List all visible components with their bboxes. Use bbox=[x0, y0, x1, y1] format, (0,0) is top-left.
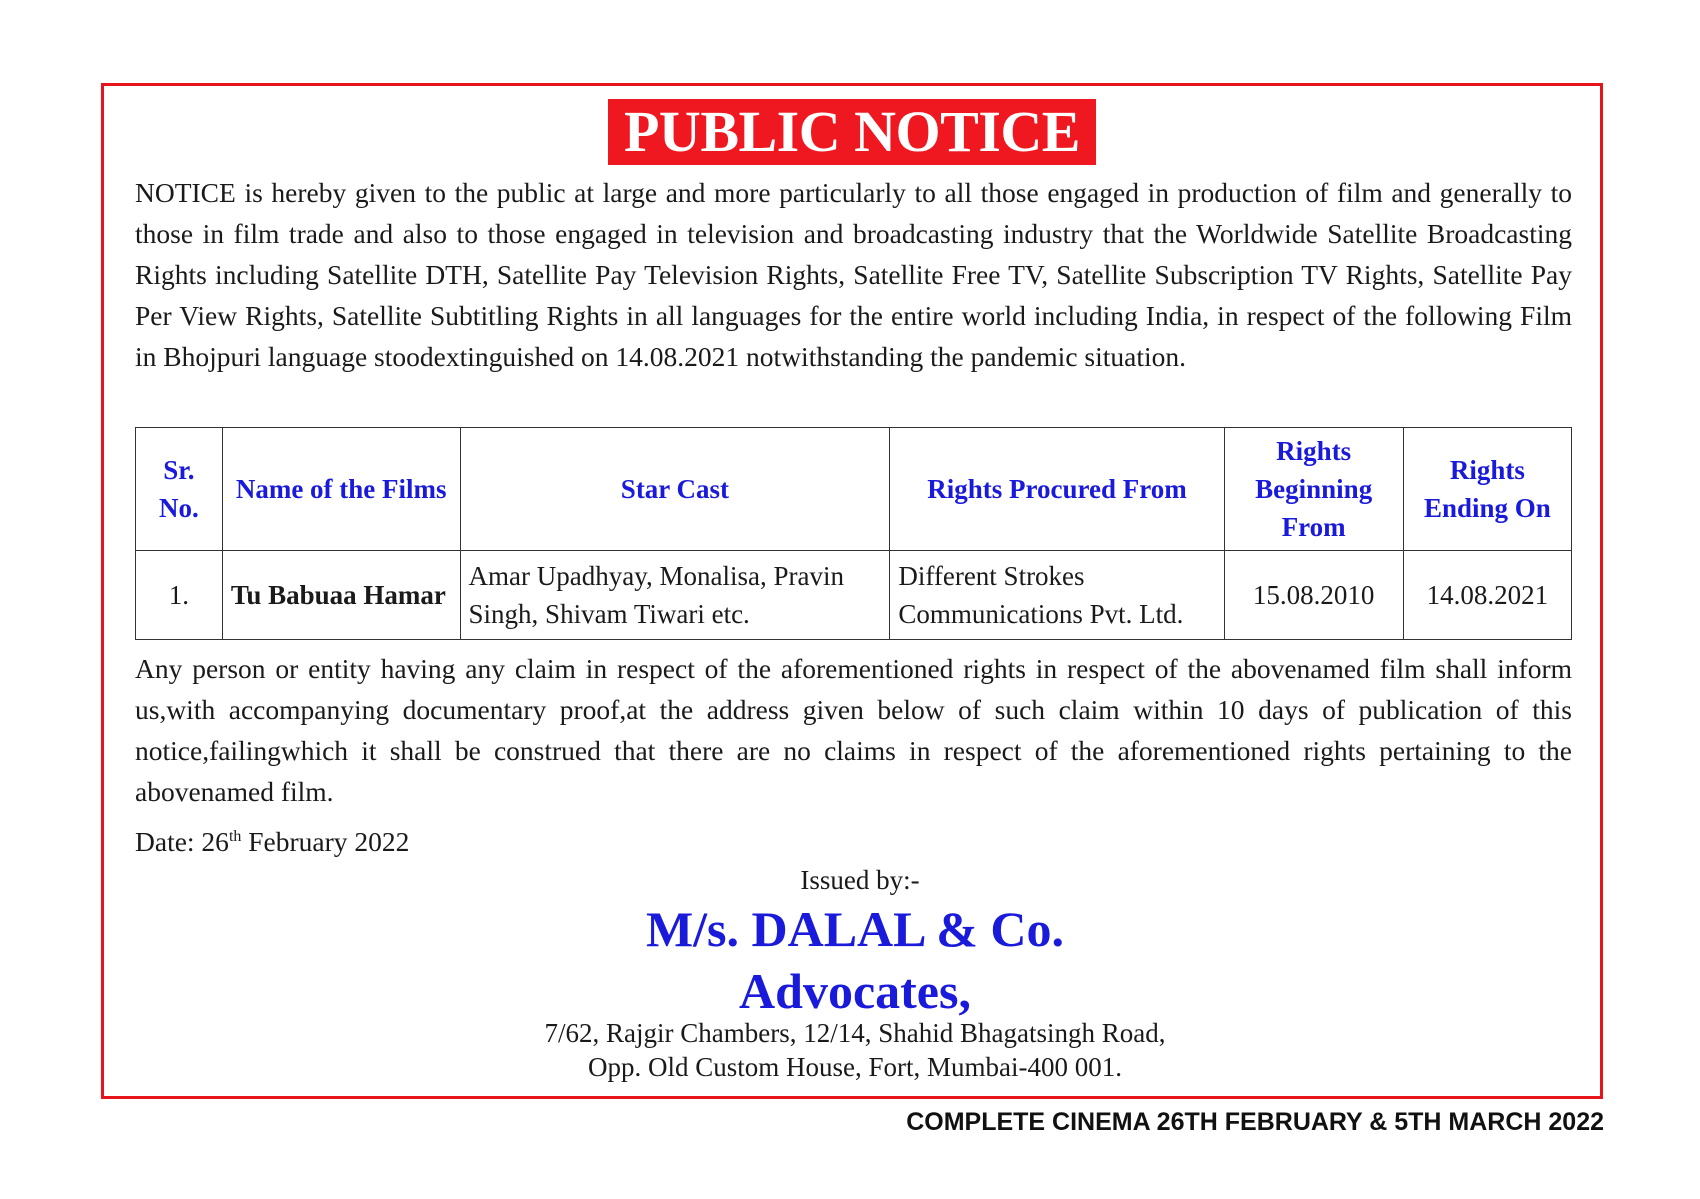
date-prefix: Date: 26 bbox=[135, 826, 229, 857]
firm-address bbox=[104, 1016, 1606, 1084]
publication-footer: COMPLETE CINEMA 26TH FEBRUARY & 5TH MARCH 2022 bbox=[906, 1108, 1604, 1136]
cell-rights-procured: Different Strokes Communications Pvt. Ltd. bbox=[890, 551, 1224, 640]
table-row bbox=[136, 551, 1572, 640]
cell-rights-begin: 15.08.2010 bbox=[1224, 551, 1403, 640]
firm-name-line-1: M/s. DALAL & Co. bbox=[645, 901, 1065, 957]
header-star-cast: Star Cast bbox=[460, 428, 890, 551]
notice-date bbox=[135, 826, 409, 858]
cell-rights-end: 14.08.2021 bbox=[1403, 551, 1571, 640]
header-rights-begin: Rights Beginning From bbox=[1224, 428, 1403, 551]
firm-name-line-2: Advocates, bbox=[739, 963, 971, 1019]
address-line-1: 7/62, Rajgir Chambers, 12/14, Shahid Bhagatsingh Road, bbox=[544, 1018, 1166, 1048]
notice-paragraph-2: Any person or entity having any claim in respect of the aforementioned rights in respect of the abovenamed film shall inform us,with accompanying documentary proof,at the address given below of such claim within 10 days of publication of this notice,failingwhich it shall be construed that there are no claims in respect of the aforementioned rights pertaining to the abovenamed film. bbox=[135, 653, 1572, 807]
cell-sr-no: 1. bbox=[136, 551, 223, 640]
cell-star-cast: Amar Upadhyay, Monalisa, Pravin Singh, Shivam Tiwari etc. bbox=[460, 551, 890, 640]
date-suffix: February 2022 bbox=[241, 826, 410, 857]
header-film-name: Name of the Films bbox=[222, 428, 460, 551]
cell-film-name: Tu Babuaa Hamar bbox=[222, 551, 460, 640]
issued-by: Issued by:- bbox=[800, 865, 920, 895]
address-line-2: Opp. Old Custom House, Fort, Mumbai-400 001. bbox=[587, 1052, 1122, 1082]
firm-name bbox=[104, 898, 1606, 1022]
notice-title: PUBLIC NOTICE bbox=[608, 99, 1096, 165]
table-header-row bbox=[136, 428, 1572, 551]
notice-paragraph-1: NOTICE is hereby given to the public at large and more particularly to all those engaged in production of film and generally to those in film trade and also to those engaged in television and broadcasting industry that the Worldwide Satellite Broadcasting Rights including Satellite DTH, Satellite Pay Television Rights, Satellite Free TV, Satellite Subscription TV Rights, Satellite Pay Per View Rights, Satellite Subtitling Rights in all languages for the entire world including India, in respect of the following Film in Bhojpuri language stoodextinguished on 14.08.2021 notwithstanding the pandemic situation. bbox=[135, 177, 1572, 372]
header-rights-procured: Rights Procured From bbox=[890, 428, 1224, 551]
header-rights-end: Rights Ending On bbox=[1403, 428, 1571, 551]
header-sr-no: Sr. No. bbox=[136, 428, 223, 551]
date-ordinal: th bbox=[228, 827, 242, 845]
notice-frame bbox=[101, 83, 1603, 1099]
rights-table bbox=[135, 427, 1572, 640]
